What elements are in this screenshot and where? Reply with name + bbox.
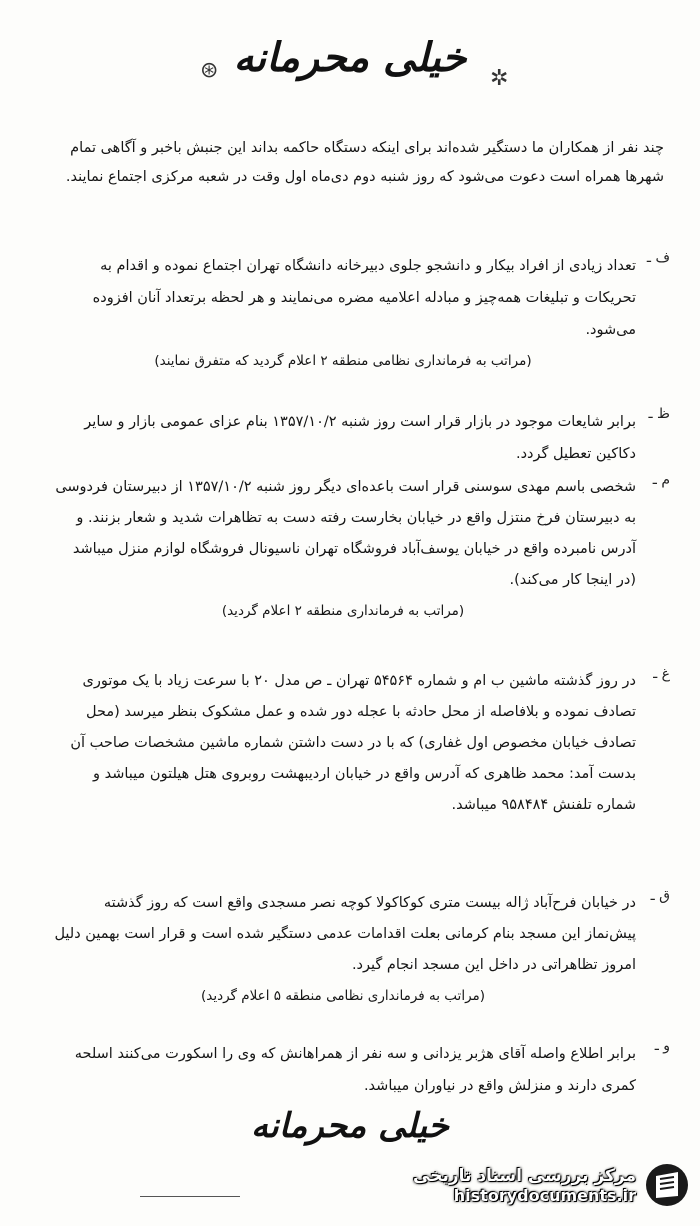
archive-watermark [400, 1156, 690, 1214]
item-text: در روز گذشته ماشین ب ام و شماره ۵۴۵۶۴ تهران ـ ص مدل ۲۰ با سرعت زیاد با یک موتوری تصادف نموده و بلافاصله از محل حادثه با عجله دور شده و عمل مشکوک بنظر میرسد (محل تصادف خیابان مخصوص اول غفاری) که با در دست داشتن شماره ماشین مشخصات صاحب آن بدست آمد: محمد ظاهری که آدرس واقع در خیابان اردیبهشت روبروی هتل هیلتون میباشد و شماره تلفنش ۹۵۸۴۸۴ میباشد. [70, 673, 636, 813]
item-text: تعداد زیادی از افراد بیکار و دانشجو جلوی دبیرخانه دانشگاه تهران اجتماع نموده و اقدام به تحریکات و تبلیغات همه‌چیز و مبادله اعلامیه مضره می‌نمایند و هر لحظه برتعداد آنان افزوده می‌شود. [92, 258, 636, 338]
divider [140, 1196, 240, 1197]
item-letter: ظ ـ [648, 406, 670, 422]
stamp-mark-icon: ⊛ [200, 58, 219, 83]
item-text: برابر اطلاع واصله آقای هژبر یزدانی و سه نفر از همراهانش که وی را اسکورت می‌کنند اسلحه کمری دارند و منزلش واقع در نیاوران میباشد. [74, 1046, 636, 1094]
item-note: (مراتب به فرمانداری نظامی منطقه ۵ اعلام گردید) [200, 988, 486, 1004]
archive-text [413, 1166, 636, 1205]
report-item [50, 472, 670, 626]
item-letter: غ ـ [653, 666, 670, 682]
stamp-mark-icon: ✲ [490, 66, 509, 91]
archive-logo-icon [644, 1162, 690, 1208]
item-text: در خیابان فرح‌آباد ژاله بیست متری کوکاکولا کوچه نصر مسجدی واقع است که روز گذشته پیش‌نماز این مسجد بنام کرمانی بعلت اقدامات عدمی دستگیر شده است و قرار است بهمین دلیل امروز تظاهراتی در داخل این مسجد انجام گیرد. [54, 895, 636, 973]
classification-header: خیلی محرمانه [233, 34, 467, 81]
report-item [50, 1038, 670, 1102]
item-letter: م ـ [652, 472, 670, 488]
archive-name: مرکز بررسی اسناد تاریخی [413, 1165, 636, 1186]
item-letter: ف ـ [646, 250, 670, 266]
report-item [50, 666, 670, 821]
item-letter: و ـ [654, 1038, 670, 1054]
intro-paragraph: چند نفر از همکاران ما دستگیر شده‌اند برای اینکه دستگاه حاکمه بداند این جنبش باخبر و آگاهی تمام شهرها همراه است دعوت می‌شود که روز شنبه دوم دی‌ماه اول وقت در شعبه مرکزی اجتماع نمایند. [65, 140, 664, 185]
classification-footer: خیلی محرمانه [251, 1106, 449, 1146]
report-item [50, 250, 670, 376]
report-item [50, 406, 670, 470]
report-item [50, 888, 670, 1011]
item-letter: ق ـ [650, 888, 670, 904]
item-note: (مراتب به فرمانداری نظامی منطقه ۲ اعلام گردید که متفرق نمایند) [154, 353, 532, 369]
archive-url: historydocuments.ir [453, 1185, 636, 1205]
item-text: برابر شایعات موجود در بازار قرار است روز شنبه ۱۳۵۷/۱۰/۲ بنام عزای عمومی بازار و سایر دکاکین تعطیل گردد. [84, 414, 636, 462]
item-note: (مراتب به فرمانداری منطقه ۲ اعلام گردید) [221, 603, 465, 619]
item-text: شخصی باسم مهدی سوسنی قرار است باعده‌ای دیگر روز شنبه ۱۳۵۷/۱۰/۲ از دبیرستان فردوسی به دبیرستان فرخ منتزل واقع در خیابان بخارست رفته دست به تظاهرات شدید و شعار بزنند. و آدرس نامبرده واقع در خیابان یوسف‌آباد فروشگاه تهران ناسیونال فروشگاه لوازم منزل میباشد (در اینجا کار می‌کند). [55, 479, 636, 588]
